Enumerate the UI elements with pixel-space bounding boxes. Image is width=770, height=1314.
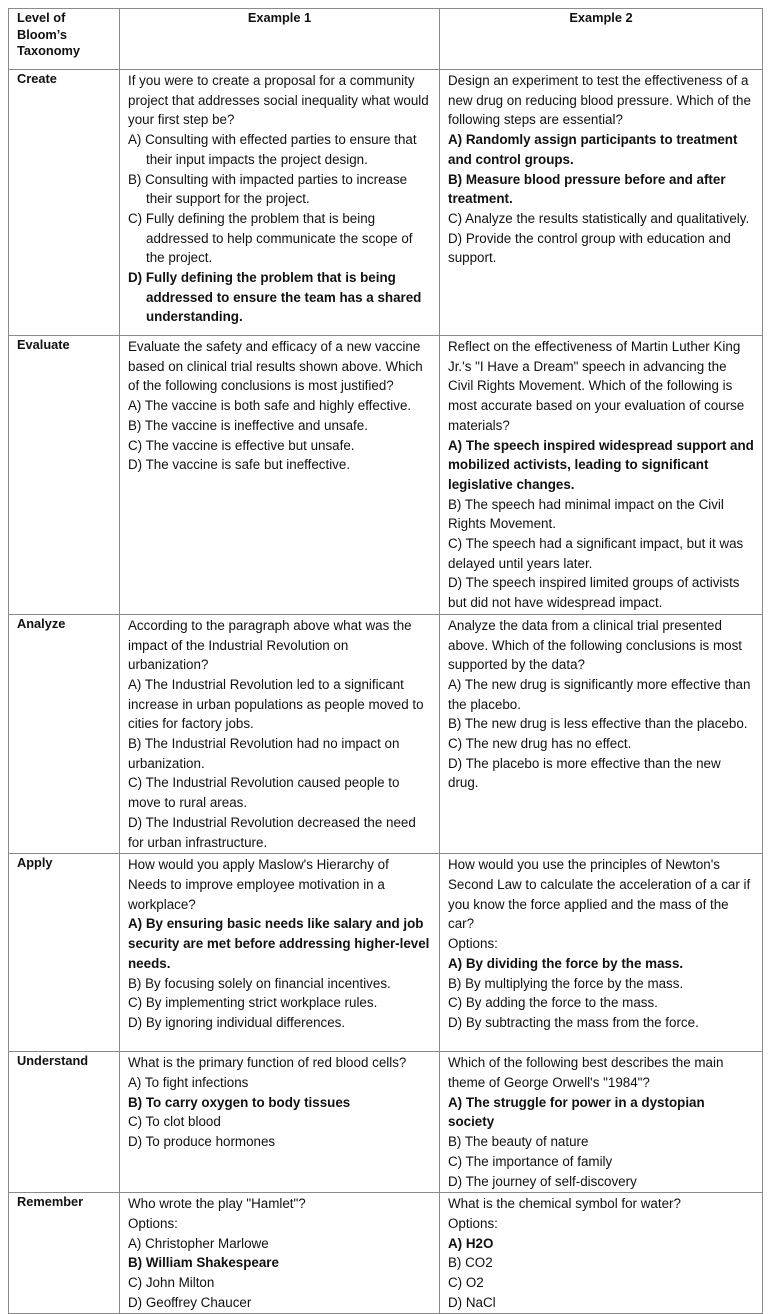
option-b: B) The beauty of nature: [448, 1134, 589, 1150]
option-b: B) The Industrial Revolution had no impact on urbanization.: [128, 736, 400, 771]
question-text: What is the chemical symbol for water?: [448, 1196, 681, 1212]
row-create: [9, 70, 763, 336]
option-b-correct: B) William Shakespeare: [128, 1255, 279, 1271]
header-example-1: Example 1: [120, 9, 440, 70]
option-b: B) Consulting with impacted parties to increase their support for the project.: [128, 171, 408, 207]
option-d: D) The vaccine is safe but ineffective.: [128, 457, 351, 473]
question-text: Evaluate the safety and efficacy of a new vaccine based on clinical trial results shown above. Which of the following conclusions is most justified?: [128, 339, 423, 394]
option-b: B) The vaccine is ineffective and unsafe.: [128, 417, 368, 433]
question-text: Design an experiment to test the effectiveness of a new drug on reducing blood pressure. Which of the following steps are essential?: [448, 73, 751, 128]
option-a: A) To fight infections: [128, 1074, 249, 1090]
option-a: A) The Industrial Revolution led to a significant increase in urban populations as people moved to cities for factory jobs.: [128, 676, 424, 732]
question-text: Who wrote the play "Hamlet"?: [128, 1196, 306, 1212]
option-a: A) The vaccine is both safe and highly effective.: [128, 398, 412, 414]
level-label: Create: [9, 70, 120, 336]
option-b: B) CO2: [448, 1255, 493, 1271]
option-a-correct: A) Randomly assign participants to treatment and control groups.: [448, 132, 738, 167]
option-c: C) The importance of family: [448, 1153, 613, 1169]
example-2-cell: [440, 614, 763, 853]
question-text: What is the primary function of red blood cells?: [128, 1055, 407, 1071]
option-b: B) The new drug is less effective than the placebo.: [448, 716, 748, 732]
option-d: D) The speech inspired limited groups of activists but did not have widespread impact.: [448, 575, 740, 611]
question-text: How would you apply Maslow's Hierarchy of Needs to improve employee motivation in a workplace?: [128, 857, 389, 912]
level-label: Apply: [9, 854, 120, 1052]
question-text: If you were to create a proposal for a community project that addresses social inequality what would your first step be?: [128, 73, 429, 128]
option-b-correct: B) To carry oxygen to body tissues: [128, 1094, 351, 1110]
options-label: Options:: [448, 1215, 498, 1231]
option-c: C) By implementing strict workplace rules.: [128, 995, 378, 1011]
question-text: According to the paragraph above what was the impact of the Industrial Revolution on urbanization?: [128, 617, 412, 673]
option-d: D) To produce hormones: [128, 1134, 276, 1150]
question-text: Analyze the data from a clinical trial presented above. Which of the following conclusions is most supported by the data?: [448, 617, 742, 673]
option-a: A) Christopher Marlowe: [128, 1235, 269, 1251]
option-c: C) Fully defining the problem that is being addressed to help communicate the scope of the project.: [128, 210, 413, 266]
option-d: D) The placebo is more effective than the new drug.: [448, 755, 721, 791]
option-a-correct: A) By dividing the force by the mass.: [448, 955, 684, 971]
header-level: Level of Bloom’s Taxonomy: [9, 9, 120, 70]
example-2-cell: [440, 1193, 763, 1314]
option-c: C) To clot blood: [128, 1114, 221, 1130]
option-d: D) By ignoring individual differences.: [128, 1014, 346, 1030]
option-a-correct: A) The struggle for power in a dystopian society: [448, 1094, 705, 1130]
question-text: Which of the following best describes the main theme of George Orwell's "1984"?: [448, 1055, 724, 1090]
row-understand: [9, 1052, 763, 1193]
option-a-correct: A) H2O: [448, 1235, 494, 1251]
level-label: Remember: [9, 1193, 120, 1314]
row-apply: [9, 854, 763, 1052]
example-1-cell: [120, 1193, 440, 1314]
question-text: Reflect on the effectiveness of Martin Luther King Jr.'s "I Have a Dream" speech in advancing the Civil Rights Movement. Which of the following is most accurate based on your evaluation of course materials?: [448, 339, 745, 433]
option-c: C) The vaccine is effective but unsafe.: [128, 437, 355, 453]
option-c: C) The speech had a significant impact, but it was delayed until years later.: [448, 536, 744, 571]
option-a-correct: A) The speech inspired widespread support and mobilized activists, leading to significant legislative changes.: [448, 437, 754, 492]
option-d: D) The journey of self-discovery: [448, 1173, 637, 1189]
option-c: C) John Milton: [128, 1275, 215, 1291]
option-c: C) The Industrial Revolution caused people to move to rural areas.: [128, 775, 400, 811]
option-d-correct: D) Fully defining the problem that is being addressed to ensure the team has a shared understanding.: [128, 270, 422, 325]
option-a-correct: A) By ensuring basic needs like salary and job security are met before addressing higher-level needs.: [128, 916, 430, 971]
option-d: D) The Industrial Revolution decreased the need for urban infrastructure.: [128, 814, 416, 850]
row-remember: [9, 1193, 763, 1314]
example-1-cell: [120, 336, 440, 615]
options-label: Options:: [448, 936, 498, 952]
option-b: B) The speech had minimal impact on the Civil Rights Movement.: [448, 496, 724, 532]
options-label: Options:: [128, 1215, 178, 1231]
example-2-cell: [440, 336, 763, 615]
example-1-cell: [120, 1052, 440, 1193]
level-label: Evaluate: [9, 336, 120, 615]
level-label: Understand: [9, 1052, 120, 1193]
option-b-correct: B) Measure blood pressure before and after treatment.: [448, 171, 726, 207]
option-a: A) The new drug is significantly more effective than the placebo.: [448, 676, 751, 712]
example-1-cell: [120, 614, 440, 853]
example-2-cell: [440, 1052, 763, 1193]
header-row: [9, 9, 763, 70]
example-2-cell: [440, 70, 763, 336]
option-d: D) NaCl: [448, 1294, 496, 1310]
option-b: B) By focusing solely on financial incentives.: [128, 975, 391, 991]
row-evaluate: [9, 336, 763, 615]
option-c: C) O2: [448, 1275, 484, 1291]
option-c: C) By adding the force to the mass.: [448, 995, 658, 1011]
option-d: D) By subtracting the mass from the force.: [448, 1014, 699, 1030]
option-b: B) By multiplying the force by the mass.: [448, 975, 684, 991]
option-c: C) The new drug has no effect.: [448, 736, 632, 752]
header-example-2: Example 2: [440, 9, 763, 70]
option-c: C) Analyze the results statistically and qualitatively.: [448, 210, 750, 226]
option-d: D) Provide the control group with education and support.: [448, 230, 731, 266]
option-d: D) Geoffrey Chaucer: [128, 1294, 252, 1310]
question-text: How would you use the principles of Newton's Second Law to calculate the acceleration of a car if you know the force applied and the mass of the car?: [448, 857, 751, 932]
example-1-cell: [120, 70, 440, 336]
blooms-taxonomy-table: [8, 8, 763, 1314]
option-a: A) Consulting with effected parties to ensure that their input impacts the project design.: [128, 132, 417, 167]
row-analyze: [9, 614, 763, 853]
level-label: Analyze: [9, 614, 120, 853]
example-1-cell: [120, 854, 440, 1052]
example-2-cell: [440, 854, 763, 1052]
